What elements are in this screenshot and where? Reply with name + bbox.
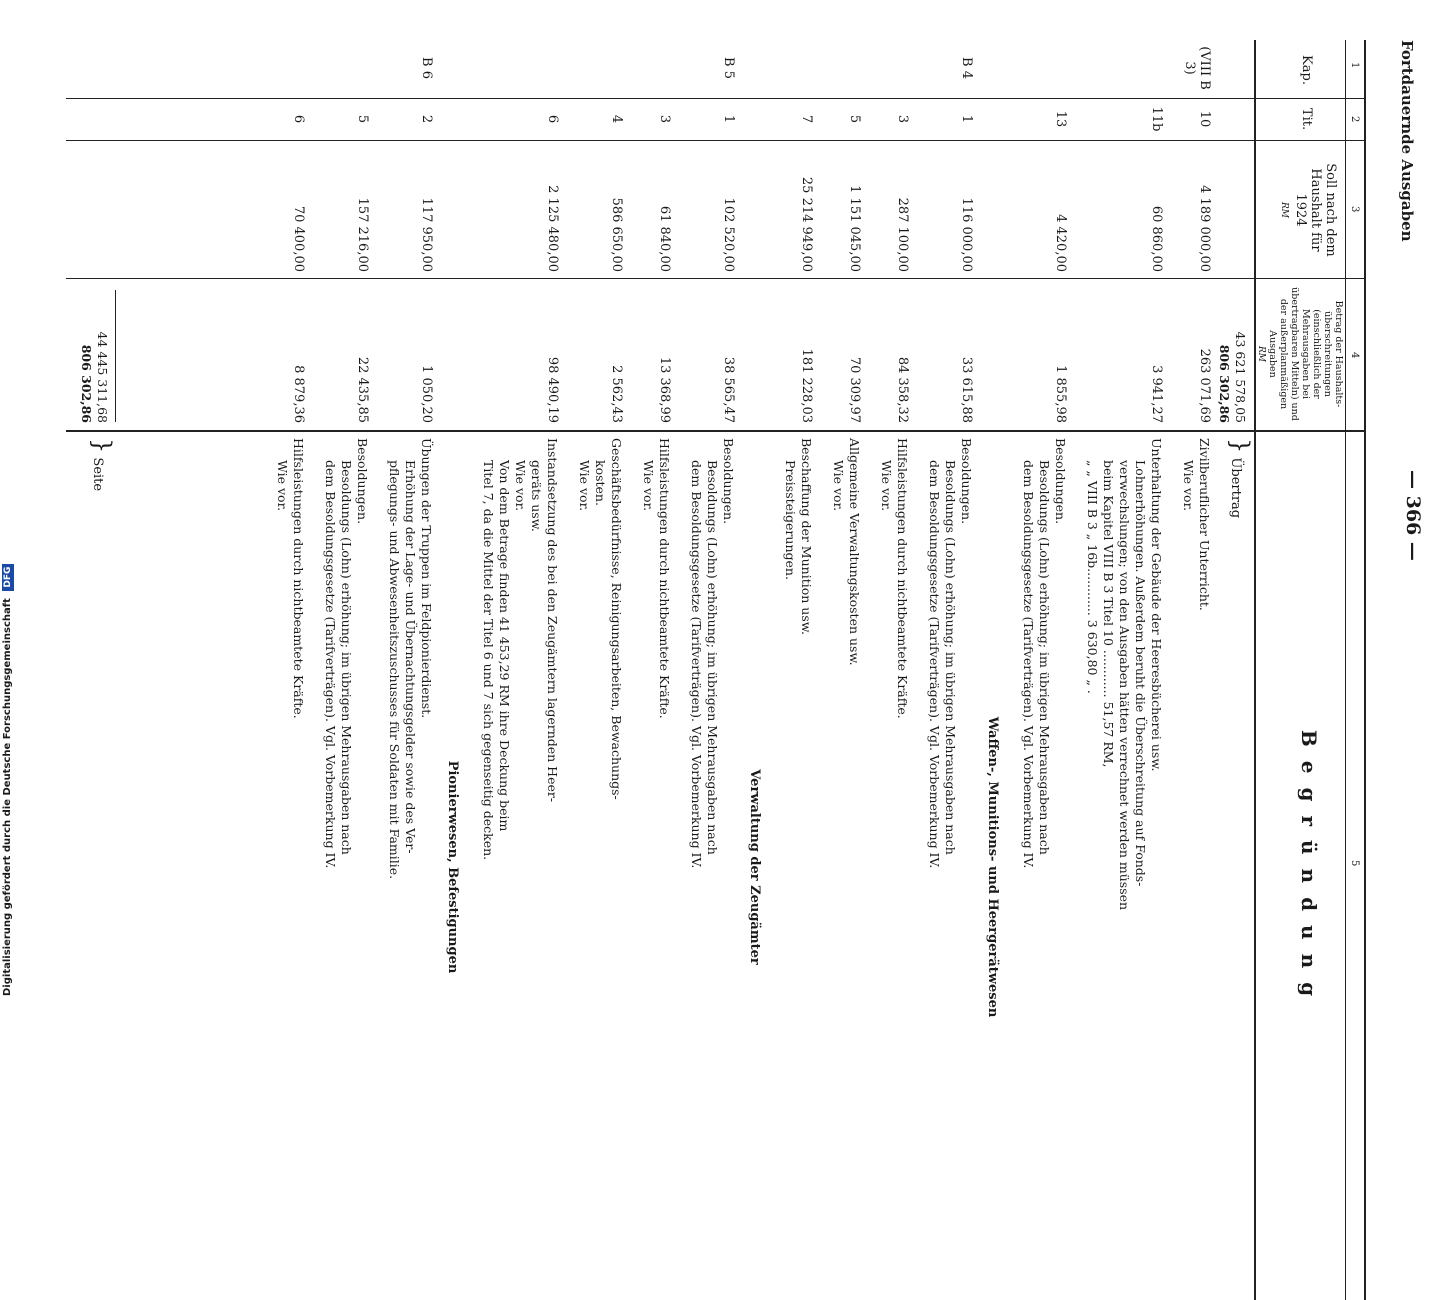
begruendung-line: Besoldungen. bbox=[959, 438, 974, 525]
begruendung-cell bbox=[1084, 438, 1164, 1296]
tit-cell: 7 bbox=[799, 114, 814, 124]
kap-cell: B 5 bbox=[721, 57, 736, 79]
kap-cell: B 4 bbox=[959, 57, 974, 79]
begruendung-line: Von dem Betrage finden 41 453,29 RM ihre Deckung beim bbox=[497, 460, 512, 832]
betrag-cell: 3 941,27 bbox=[1149, 365, 1164, 423]
header-soll-unit: RM bbox=[1279, 202, 1289, 218]
betrag-cell: 8 879,36 bbox=[291, 365, 306, 423]
begruendung-line: verwechslungen; von den Ausgaben hätten verrechnet werden müssen bbox=[1117, 460, 1132, 911]
col-separator-1 bbox=[66, 98, 1366, 99]
soll-cell: 70 400,00 bbox=[291, 205, 306, 272]
begruendung-cell bbox=[926, 438, 974, 1296]
betrag-cell: 263 071,69 bbox=[1197, 348, 1212, 423]
tit-cell: 1 bbox=[959, 114, 974, 124]
begruendung-line: beim Kapitel VIII B 3 Titel 10 ............ 51,57 RM, bbox=[1101, 460, 1116, 768]
begruendung-line: Lohnerhöhungen. Außerdem beruht die Überschreitung auf Fonds- bbox=[1133, 460, 1148, 887]
begruendung-cell bbox=[322, 438, 370, 1296]
betrag-cell: 22 435,85 bbox=[355, 356, 370, 423]
tit-cell: 5 bbox=[847, 114, 862, 124]
begruendung-line: Wie vor. bbox=[879, 460, 894, 512]
betrag-cell: 38 565,47 bbox=[721, 356, 736, 423]
seite-value-1: 44 445 311,68 bbox=[95, 331, 110, 423]
begruendung-line: Wie vor. bbox=[275, 460, 290, 512]
soll-cell: 586 650,00 bbox=[609, 197, 624, 272]
header-bottom-rule bbox=[1254, 40, 1256, 1300]
soll-cell: 287 100,00 bbox=[895, 197, 910, 272]
begruendung-line: Wie vor. bbox=[1181, 460, 1196, 512]
begruendung-line: Besoldungen. bbox=[1053, 438, 1068, 525]
column-number-1: 1 bbox=[1349, 62, 1360, 69]
header-betrag-unit: RM bbox=[1256, 346, 1266, 362]
tit-cell: 5 bbox=[355, 114, 370, 124]
tit-cell: 1 bbox=[721, 114, 736, 124]
header-soll: Soll nach dem Haushalt für 1924 bbox=[1293, 163, 1338, 257]
begruendung-line: geräts usw. bbox=[529, 460, 544, 532]
begruendung-cell bbox=[1180, 438, 1212, 1296]
begruendung-cell bbox=[1020, 438, 1068, 1296]
begruendung-cell bbox=[386, 438, 434, 1296]
begruendung-cell bbox=[480, 438, 560, 1296]
section-heading: Pionierwesen, Befestigungen bbox=[445, 760, 460, 974]
begruendung-line: Wie vor. bbox=[831, 460, 846, 512]
begruendung-line: Geschäftsbedürfnisse, Reinigungsarbeiten, Bewachungs- bbox=[609, 438, 624, 800]
digitization-note: Digitalisierung gefördert durch die Deutsche Forschungsgemeinschaft bbox=[2, 598, 13, 996]
soll-cell: 102 520,00 bbox=[721, 197, 736, 272]
betrag-cell: 70 309,97 bbox=[847, 356, 862, 423]
soll-cell: 2 125 480,00 bbox=[545, 185, 560, 272]
begruendung-cell bbox=[878, 438, 910, 1296]
betrag-cell: 2 562,43 bbox=[609, 365, 624, 423]
tit-cell: 3 bbox=[657, 114, 672, 124]
begruendung-line: dem Besoldungsgesetze (Tarifverträgen). Vgl. Vorbemerkung IV. bbox=[927, 460, 942, 869]
section-title: Fortdauernde Ausgaben bbox=[1398, 40, 1416, 242]
begruendung-line: Wie vor. bbox=[577, 460, 592, 512]
header-betrag: Betrag der Haushalts-überschreitungen (einschließlich der Mehrausgaben bei übertragbaren Mitteln) und der außerplanmäßigen Ausgaben bbox=[1267, 287, 1344, 421]
begruendung-line: Besoldungen. bbox=[721, 438, 736, 525]
kap-cell: (VIII B 3) bbox=[1182, 46, 1212, 90]
begruendung-line: pflegungs- und Abwesenheitszuschusses für Soldaten mit Familie. bbox=[387, 460, 402, 880]
col-separator-4 bbox=[66, 430, 1366, 432]
tit-cell: 4 bbox=[609, 114, 624, 124]
begruendung-line: Besoldungs (Lohn) erhöhung; im übrigen Mehrausgaben nach bbox=[943, 460, 958, 855]
column-number-2: 2 bbox=[1349, 116, 1360, 123]
begruendung-line: Besoldungs (Lohn) erhöhung; im übrigen Mehrausgaben nach bbox=[339, 460, 354, 855]
soll-cell: 116 000,00 bbox=[959, 197, 974, 272]
tit-cell: 13 bbox=[1053, 110, 1068, 128]
column-number-3: 3 bbox=[1349, 206, 1360, 213]
tit-cell: 6 bbox=[545, 114, 560, 124]
tit-cell: 10 bbox=[1197, 110, 1212, 128]
begruendung-cell bbox=[274, 438, 306, 1296]
begruendung-line: Wie vor. bbox=[513, 460, 528, 512]
tit-cell: 3 bbox=[895, 114, 910, 124]
begruendung-line: „ „ VIII B 3 „ 16b............ 3 630,80 „ . bbox=[1085, 460, 1100, 694]
col-separator-2 bbox=[66, 140, 1366, 141]
begruendung-line: Hilfsleistungen durch nichtbeamtete Kräfte. bbox=[657, 438, 672, 719]
soll-cell: 1 151 045,00 bbox=[847, 185, 862, 272]
section-heading: Verwaltung der Zeugämter bbox=[747, 769, 762, 965]
begruendung-cell bbox=[782, 438, 814, 1296]
begruendung-cell bbox=[830, 438, 862, 1296]
header-tit: Tit. bbox=[1299, 107, 1314, 131]
begruendung-line: Wie vor. bbox=[641, 460, 656, 512]
soll-cell: 60 860,00 bbox=[1149, 205, 1164, 272]
col-separator-3 bbox=[66, 278, 1366, 279]
soll-cell: 61 840,00 bbox=[657, 205, 672, 272]
begruendung-line: Zivilberuflicher Unterricht. bbox=[1197, 438, 1212, 611]
soll-cell: 4 420,00 bbox=[1053, 214, 1068, 272]
column-number-rule bbox=[1345, 40, 1346, 1300]
begruendung-line: Hilfsleistungen durch nichtbeamtete Kräfte. bbox=[895, 438, 910, 719]
seite-label: Seite bbox=[90, 457, 105, 492]
begruendung-line: Hilfsleistungen durch nichtbeamtete Kräfte. bbox=[291, 438, 306, 719]
tit-cell: 2 bbox=[419, 114, 434, 124]
begruendung-line: Preissteigerungen. bbox=[783, 460, 798, 580]
seite-value-2: 806 302,86 bbox=[79, 344, 94, 423]
begruendung-line: Instandsetzung des bei den Zeugämtern lagernden Heer- bbox=[545, 438, 560, 803]
table-top-rule bbox=[1364, 40, 1366, 1300]
uebertrag-value-1: 43 621 578,05 bbox=[1233, 331, 1248, 423]
begruendung-line: dem Besoldungsgesetze (Tarifverträgen). Vgl. Vorbemerkung IV. bbox=[689, 460, 704, 869]
sum-rule bbox=[115, 290, 116, 422]
soll-cell: 25 214 949,00 bbox=[799, 176, 814, 272]
column-number-4: 4 bbox=[1349, 352, 1360, 359]
begruendung-line: Übungen der Truppen im Feldpionierdienst. bbox=[419, 438, 434, 719]
begruendung-line: Beschaffung der Munition usw. bbox=[799, 438, 814, 635]
betrag-cell: 33 615,88 bbox=[959, 356, 974, 423]
soll-cell: 117 950,00 bbox=[419, 197, 434, 272]
uebertrag-label: Übertrag bbox=[1228, 457, 1243, 519]
begruendung-cell bbox=[576, 438, 624, 1296]
betrag-cell: 84 358,32 bbox=[895, 356, 910, 423]
dfg-logo: DFG bbox=[2, 564, 14, 591]
header-begruendung: Begründung bbox=[1297, 729, 1321, 1011]
begruendung-line: dem Besoldungsgesetze (Tarifverträgen). Vgl. Vorbemerkung IV. bbox=[1021, 460, 1036, 869]
betrag-cell: 1 855,98 bbox=[1053, 365, 1068, 423]
uebertrag-value-2: 806 302,86 bbox=[1217, 344, 1232, 423]
begruendung-line: Erhöhung der Lage- und Übernachtungsgelder sowie des Ver- bbox=[403, 460, 418, 854]
begruendung-cell bbox=[640, 438, 672, 1296]
begruendung-line: Besoldungs (Lohn) erhöhung; im übrigen Mehrausgaben nach bbox=[705, 460, 720, 855]
soll-cell: 4 189 000,00 bbox=[1197, 185, 1212, 272]
tit-cell: 11b bbox=[1149, 106, 1164, 132]
soll-cell: 157 216,00 bbox=[355, 197, 370, 272]
begruendung-cell bbox=[688, 438, 736, 1296]
tit-cell: 6 bbox=[291, 114, 306, 124]
page-number: — 366 — bbox=[1402, 470, 1424, 561]
column-number-5: 5 bbox=[1349, 860, 1360, 867]
begruendung-line: Allgemeine Verwaltungskosten usw. bbox=[847, 438, 862, 666]
begruendung-line: Titel 7, da die Mittel der Titel 6 und 7 sich gegenseitig decken. bbox=[481, 460, 496, 861]
betrag-cell: 181 228,03 bbox=[799, 348, 814, 423]
begruendung-line: Unterhaltung der Gebäude der Heeresbücherei usw. bbox=[1149, 438, 1164, 772]
betrag-cell: 98 490,19 bbox=[545, 356, 560, 423]
begruendung-line: Besoldungen. bbox=[355, 438, 370, 525]
kap-cell: B 6 bbox=[419, 57, 434, 79]
document-page: Fortdauernde Ausgaben — 366 — 1 2 3 4 5 Kap. Tit. Soll nach dem Haushalt für 1924 RM Betrag der Haushalts-überschreitungen (einschließlich der Mehrausgaben bei übertragbaren Mitteln) und der außerplanmäßigen Ausgaben RM Begründung 43 621 578,05 806 302,86 } Übertrag 44 445 311,68 806 302,86 } Seite (VIII B 3) 10 4 189 000,00 263 071,69 Zivilberuflicher Unterricht. Wie vor. 11b 60 860,00 3 941,27 Unterhaltung der Gebäude der Heeresbücherei usw. Lohnerhöhungen. Außerdem beruht die Überschreitung auf Fonds- verwechslungen; von den Ausgaben hätten verrechnet werden müssen beim Kapitel VIII B 3 Titel 10 ............ 51,57 RM, „ „ VIII B 3 „ 16b............ 3 630,80 „ . 13 4 420,00 1 855,98 Besoldungen. Besoldungs (Lohn) erhöhung; im übrigen Mehrausgaben nach dem Besoldungsgesetze (Tarifverträgen). Vgl. Vorbemerkung IV. Waffen-, Munitions- und Heergerätwesen B 4 1 116 000,00 33 615,88 Besoldungen. Besoldungs (Lohn) erhöhung; im übrigen Mehrausgaben nach dem Besoldungsgesetze (Tarifverträgen). Vgl. Vorbemerkung IV. 3 287 100,00 84 358,32 Hilfsleistungen durch nichtbeamtete Kräfte. Wie vor. 5 1 151 045,00 70 309,97 Allgemeine Verwaltungskosten usw. Wie vor. 7 25 214 949,00 181 228,03 Beschaffung der Munition usw. Preissteigerungen. Verwaltung der Zeugämter B 5 1 102 520,00 38 565,47 Besoldungen. Besoldungs (Lohn) erhöhung; im übrigen Mehrausgaben nach dem Besoldungsgesetze (Tarifverträgen). Vgl. Vorbemerkung IV. 3 61 840,00 13 368,99 Hilfsleistungen durch nichtbeamtete Kräfte. Wie vor. 4 586 650,00 2 562,43 Geschäftsbedürfnisse, Reinigungsarbeiten, Bewachungs- kosten. Wie vor. 6 2 125 480,00 98 490,19 Instandsetzung des bei den Zeugämtern lagernden Heer- geräts usw. Wie vor. Von dem Betrage finden 41 453,29 RM ihre Deckung beim Titel 7, da die Mittel der Titel 6 und 7 sich gegenseitig decken. Pionierwesen, Befestigungen B 6 2 117 950,00 1 050,20 Übungen der Truppen im Feldpionierdienst. Erhöhung der Lage- und Übernachtungsgelder sowie des Ver- pflegungs- und Abwesenheitszuschusses für Soldaten mit Familie. 5 157 216,00 22 435,85 Besoldungen. Besoldungs (Lohn) erhöhung; im übrigen Mehrausgaben nach dem Besoldungsgesetze (Tarifverträgen). Vgl. Vorbemerkung IV. 6 70 400,00 8 879,36 Hilfsleistungen durch nichtbeamtete Kräfte. Wie vor. bbox=[0, 0, 1434, 1000]
betrag-cell: 13 368,99 bbox=[657, 356, 672, 423]
begruendung-line: dem Besoldungsgesetze (Tarifverträgen). Vgl. Vorbemerkung IV. bbox=[323, 460, 338, 869]
header-kap: Kap. bbox=[1299, 55, 1314, 85]
section-heading: Waffen-, Munitions- und Heergerätwesen bbox=[985, 716, 1000, 1018]
betrag-cell: 1 050,20 bbox=[419, 365, 434, 423]
begruendung-line: Besoldungs (Lohn) erhöhung; im übrigen Mehrausgaben nach bbox=[1037, 460, 1052, 855]
begruendung-line: kosten. bbox=[593, 460, 608, 506]
